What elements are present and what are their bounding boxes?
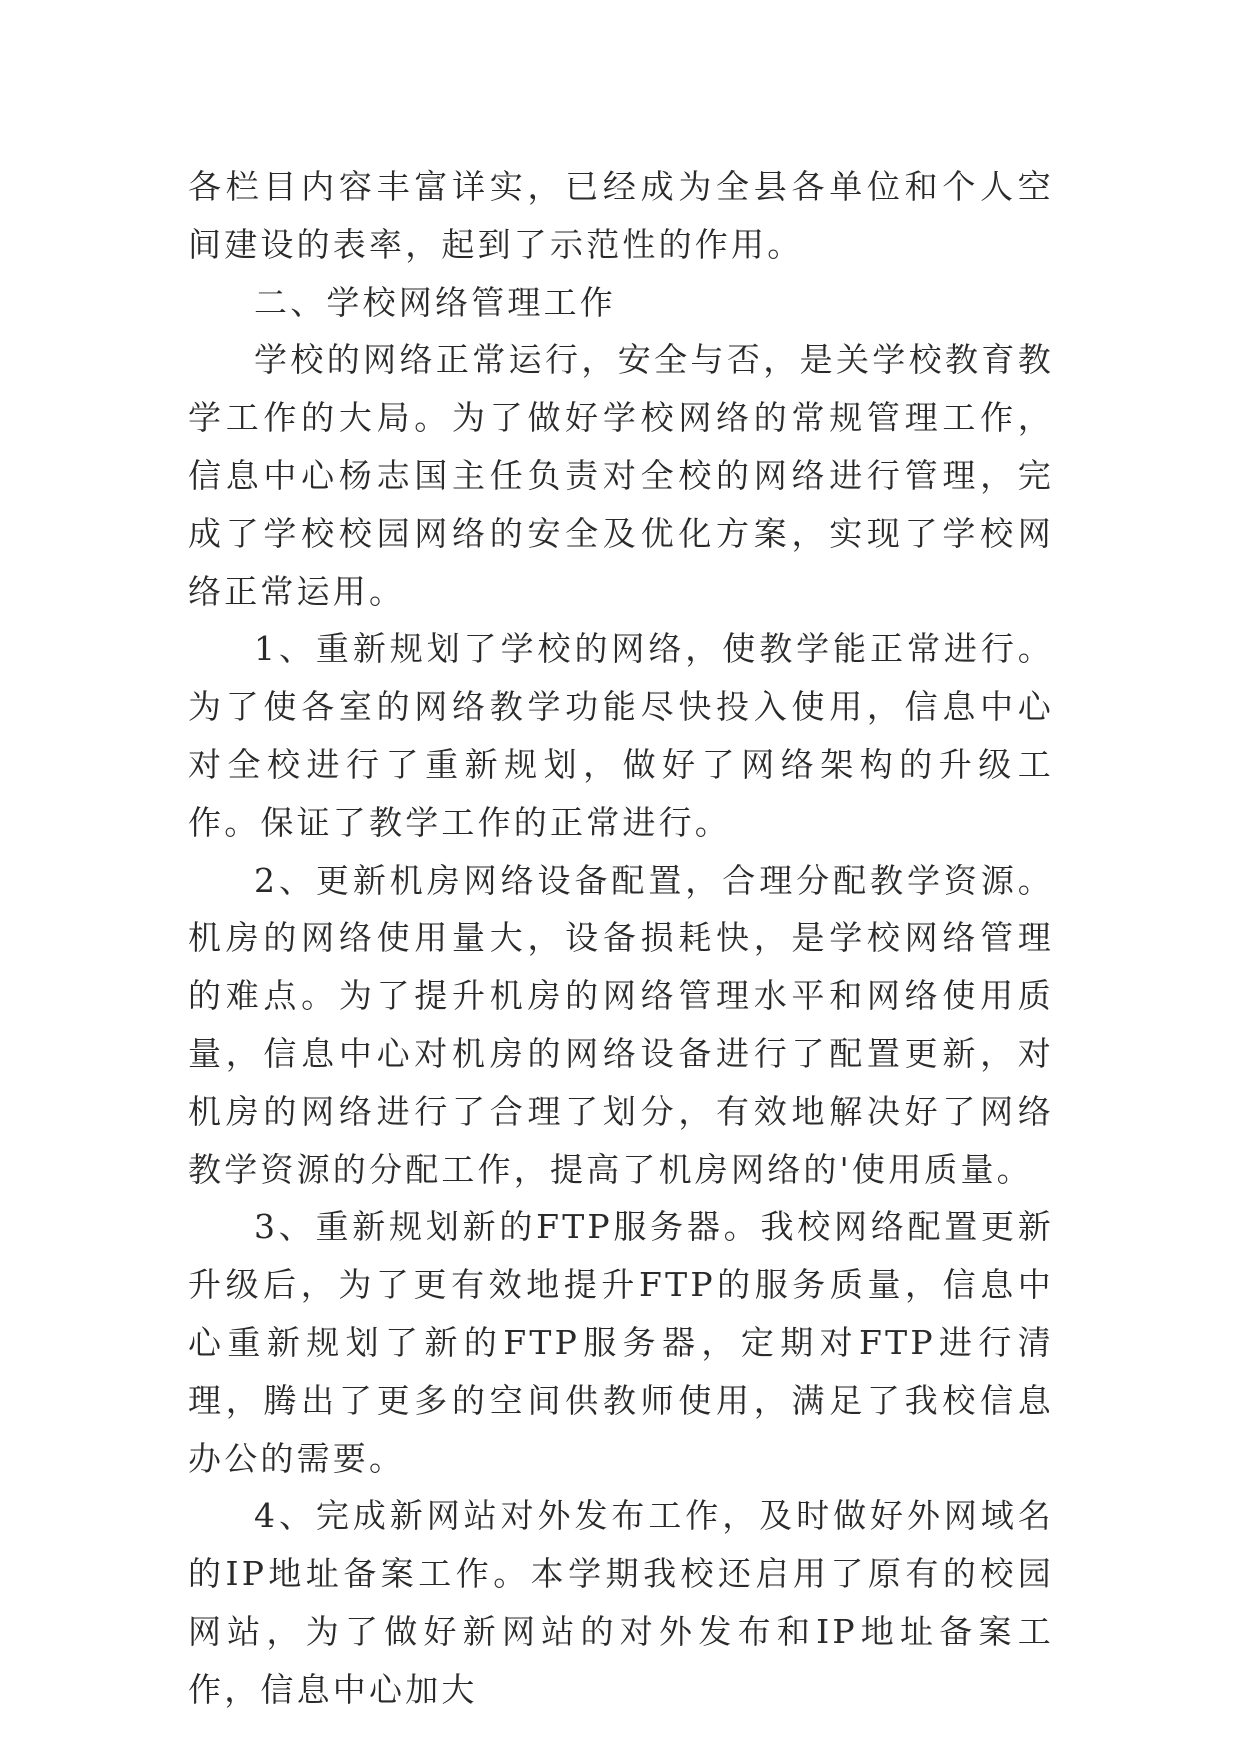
document-body: [188, 158, 1054, 1719]
paragraph-network-overview: 学校的网络正常运行，安全与否，是关学校教育教学工作的大局。为了做好学校网络的常规管理工作，信息中心杨志国主任负责对全校的网络进行管理，完成了学校校园网络的安全及优化方案，实现了学校网络正常运用。: [188, 340, 1054, 611]
paragraph-item-2: 2、更新机房网络设备配置，合理分配教学资源。机房的网络使用量大，设备损耗快，是学校网络管理的难点。为了提升机房的网络管理水平和网络使用质量，信息中心对机房的网络设备进行了配置更新，对机房的网络进行了合理了划分，有效地解决好了网络教学资源的分配工作，提高了机房网络的'使用质量。: [188, 860, 1054, 1189]
section-heading-network-management: 二、学校网络管理工作: [254, 282, 616, 322]
paragraph-item-1: 1、重新规划了学校的网络，使教学能正常进行。为了使各室的网络教学功能尽快投入使用，信息中心对全校进行了重新规划，做好了网络架构的升级工作。保证了教学工作的正常进行。: [188, 629, 1054, 842]
paragraph-item-3: 3、重新规划新的FTP服务器。我校网络配置更新升级后，为了更有效地提升FTP的服务质量，信息中心重新规划了新的FTP服务器，定期对FTP进行清理，腾出了更多的空间供教师使用，满足了我校信息办公的需要。: [188, 1207, 1054, 1478]
paragraph-item-4: 4、完成新网站对外发布工作，及时做好外网域名的IP地址备案工作。本学期我校还启用了原有的校园网站，为了做好新网站的对外发布和IP地址备案工作，信息中心加大: [188, 1496, 1054, 1709]
paragraph-continuation: 各栏目内容丰富详实，已经成为全县各单位和个人空间建设的表率，起到了示范性的作用。: [188, 167, 1054, 264]
